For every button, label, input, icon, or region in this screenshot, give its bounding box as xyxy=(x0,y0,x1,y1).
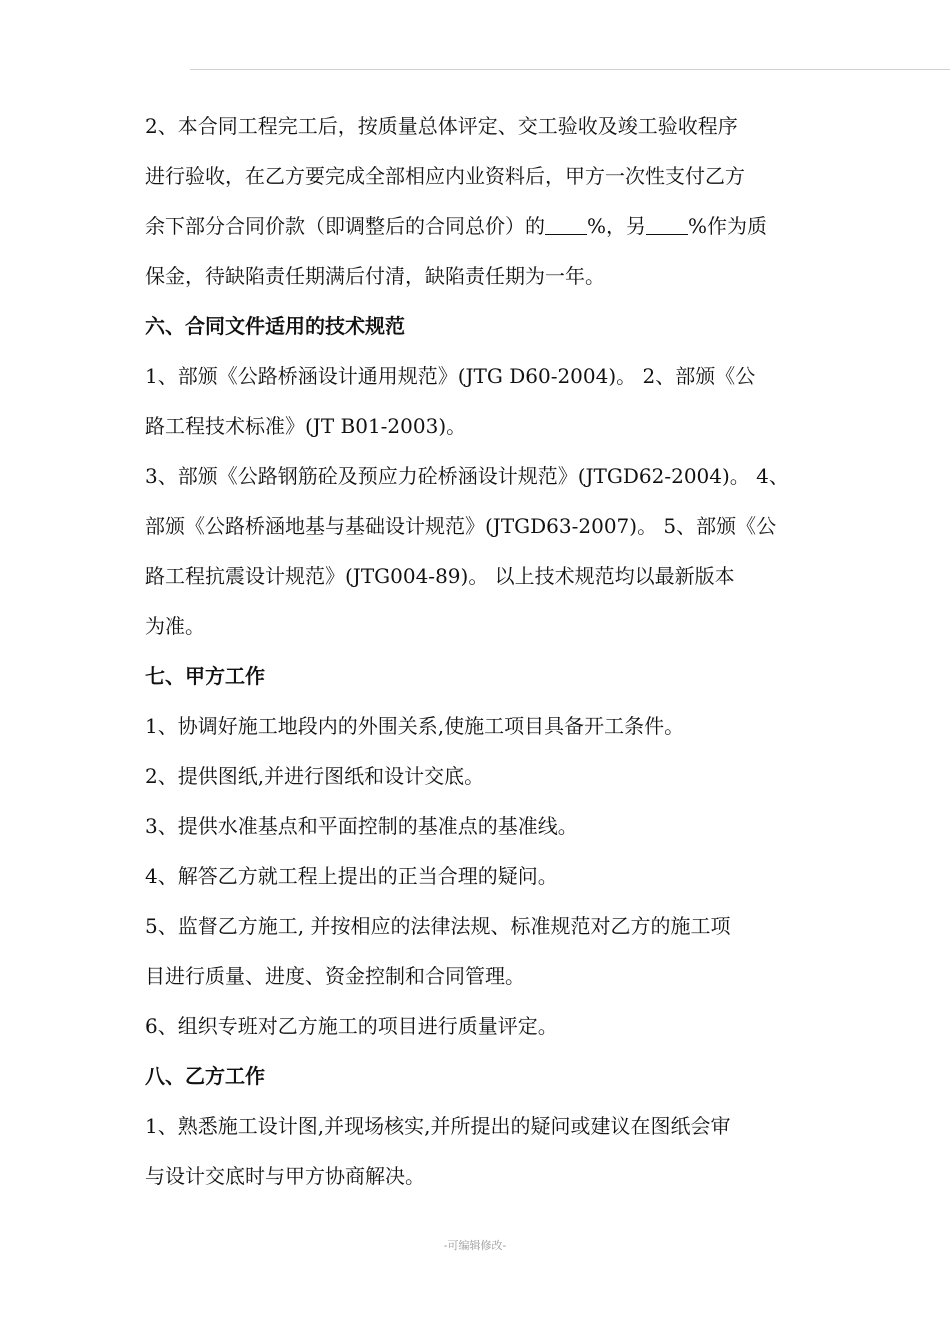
s6-line2: 路工程技术标准》(JT B01-2003)。 xyxy=(145,414,467,438)
s5-item2-line4: 保金，待缺陷责任期满后付清，缺陷责任期为一年。 xyxy=(145,264,605,288)
s5-item2-line3-a: 余下部分合同价款（即调整后的合同总价）的 xyxy=(145,214,545,238)
s5-item2-line2: 进行验收，在乙方要完成全部相应内业资料后，甲方一次性支付乙方 xyxy=(145,164,745,188)
s6-line6: 为准。 xyxy=(145,614,205,638)
blank-underline-1 xyxy=(545,214,587,235)
s7-item4: 4、解答乙方就工程上提出的正当合理的疑问。 xyxy=(145,864,558,888)
s5-item2-line3-b: %，另 xyxy=(587,214,647,238)
s8-item1-line2: 与设计交底时与甲方协商解决。 xyxy=(145,1164,425,1188)
s6-line5: 路工程抗震设计规范》(JTG004-89)。 以上技术规范均以最新版本 xyxy=(145,564,735,588)
page-footer: -可编辑修改- xyxy=(443,1239,507,1252)
s7-item5-line2: 目进行质量、进度、资金控制和合同管理。 xyxy=(145,964,525,988)
s7-item2: 2、提供图纸,并进行图纸和设计交底。 xyxy=(145,764,485,788)
s8-item1-line1: 1、熟悉施工设计图,并现场核实,并所提出的疑问或建议在图纸会审 xyxy=(145,1114,731,1138)
s6-line4: 部颁《公路桥涵地基与基础设计规范》(JTGD63-2007)。 5、部颁《公 xyxy=(145,514,777,538)
s5-item2-line1: 2、本合同工程完工后，按质量总体评定、交工验收及竣工验收程序 xyxy=(145,114,738,138)
blank-underline-2 xyxy=(646,214,688,235)
document-body xyxy=(145,101,810,1201)
s6-line1: 1、部颁《公路桥涵设计通用规范》(JTG D60-2004)。 2、部颁《公 xyxy=(145,364,756,388)
s7-item5-line1: 5、监督乙方施工, 并按相应的法律法规、标准规范对乙方的施工项 xyxy=(145,914,731,938)
section7-heading: 七、甲方工作 xyxy=(145,664,265,688)
s7-item3: 3、提供水准基点和平面控制的基准点的基准线。 xyxy=(145,814,578,838)
section6-heading: 六、合同文件适用的技术规范 xyxy=(145,314,405,338)
header-rule xyxy=(190,69,950,70)
s6-line3: 3、部颁《公路钢筋砼及预应力砼桥涵设计规范》(JTGD62-2004)。 4、 xyxy=(145,464,789,488)
section8-heading: 八、乙方工作 xyxy=(145,1064,265,1088)
s7-item6: 6、组织专班对乙方施工的项目进行质量评定。 xyxy=(145,1014,558,1038)
s5-item2-line3 xyxy=(145,201,810,251)
s5-item2-line3-c: %作为质 xyxy=(688,214,768,238)
s7-item1: 1、协调好施工地段内的外围关系,使施工项目具备开工条件。 xyxy=(145,714,685,738)
